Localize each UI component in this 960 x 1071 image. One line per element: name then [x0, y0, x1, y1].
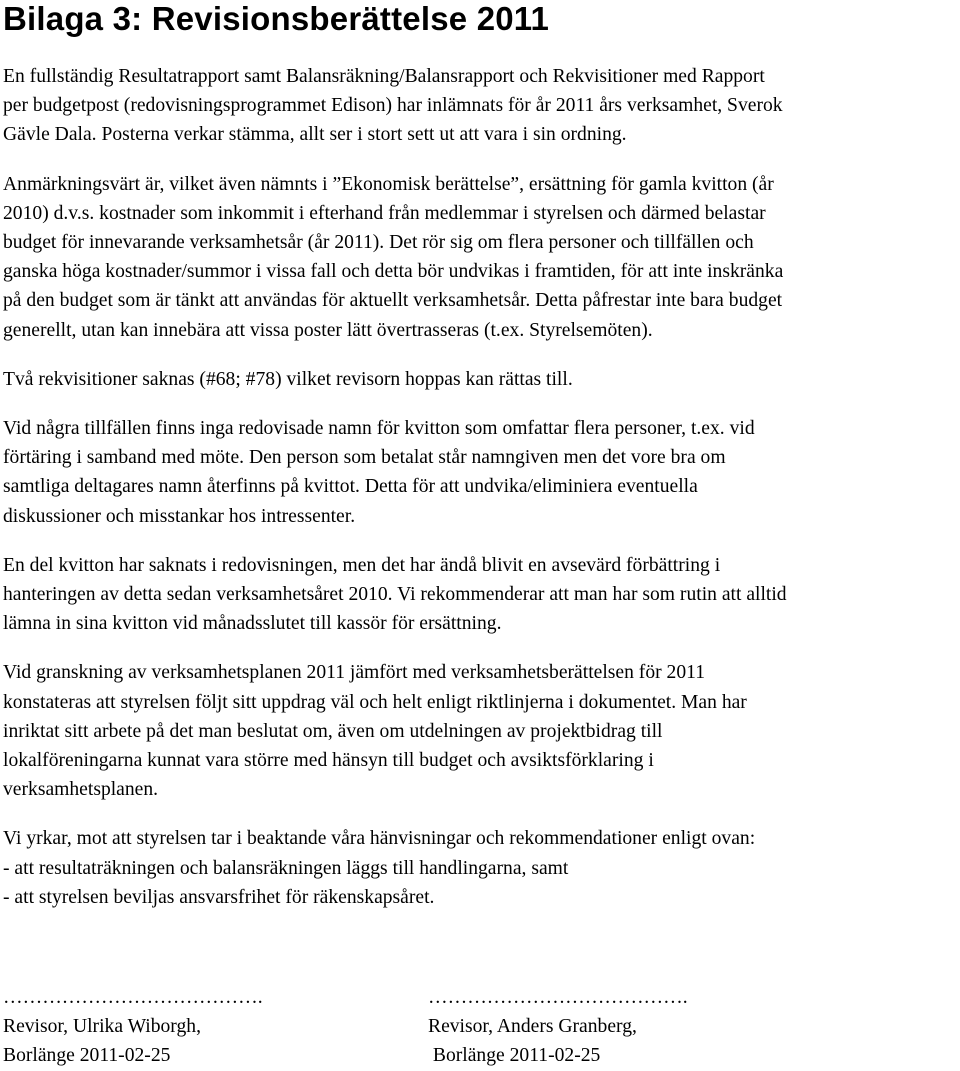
paragraph-line: - att styrelsen beviljas ansvarsfrihet för räkenskapsåret.: [3, 886, 435, 908]
paragraph: [3, 551, 960, 639]
paragraph: [3, 824, 960, 912]
paragraph-line: Anmärkningsvärt är, vilket även nämnts i ”Ekonomisk berättelse”, ersättning för gamla kvitton (år: [3, 173, 774, 195]
paragraph-line: budget för innevarande verksamhetsår (år 2011). Det rör sig om flera personer och tillfällen och: [3, 232, 754, 254]
paragraph-line: lokalföreningarna kunnat vara större med hänsyn till budget och avsiktsförklaring i: [3, 750, 654, 772]
paragraph-line: på den budget som är tänkt att användas för aktuellt verksamhetsår. Detta påfrestar inte bara budget: [3, 290, 783, 312]
paragraph-line: Vi yrkar, mot att styrelsen tar i beaktande våra hänvisningar och rekommendationer enligt ovan:: [3, 828, 756, 850]
paragraph: [3, 414, 960, 531]
signatory-name: Revisor, Ulrika Wiborgh,: [3, 1016, 201, 1038]
paragraph-line: förtäring i samband med möte. Den person som betalat står namngiven men det vore bra om: [3, 447, 726, 469]
document-title: Bilaga 3: Revisionsberättelse 2011: [3, 0, 550, 37]
paragraph: [3, 365, 960, 394]
signature-place-date: Borlänge 2011-02-25: [3, 1045, 171, 1067]
document-body: [3, 62, 960, 932]
paragraph: [3, 62, 960, 150]
paragraph-line: Två rekvisitioner saknas (#68; #78) vilket revisorn hoppas kan rättas till.: [3, 368, 573, 390]
paragraph: [3, 658, 960, 804]
paragraph-line: konstateras att styrelsen följt sitt uppdrag väl och helt enligt riktlinjerna i dokumentet. Man har: [3, 691, 747, 713]
paragraph-line: generellt, utan kan innebära att vissa poster lätt övertrasseras (t.ex. Styrelsemöten).: [3, 319, 653, 341]
paragraph-line: ganska höga kostnader/summor i vissa fall och detta bör undvikas i framtiden, för att inte inskränka: [3, 261, 784, 283]
paragraph-line: 2010) d.v.s. kostnader som inkommit i efterhand från medlemmar i styrelsen och därmed belastar: [3, 202, 766, 224]
paragraph-line: En del kvitton har saknats i redovisningen, men det har ändå blivit en avsevärd förbättring i: [3, 554, 721, 576]
paragraph-line: Vid några tillfällen finns inga redovisade namn för kvitton som omfattar flera personer, t.ex. vid: [3, 418, 755, 440]
paragraph-line: verksamhetsplanen.: [3, 779, 159, 801]
signatory-name: Revisor, Anders Granberg,: [428, 1016, 637, 1038]
paragraph-line: En fullständig Resultatrapport samt Balansräkning/Balansrapport och Rekvisitioner med Rapport: [3, 66, 765, 87]
paragraph-line: Vid granskning av verksamhetsplanen 2011 jämfört med verksamhetsberättelsen för 2011: [3, 662, 706, 684]
paragraph-line: hanteringen av detta sedan verksamhetsåret 2010. Vi rekommenderar att man har som rutin att alltid: [3, 584, 787, 606]
paragraph: [3, 170, 960, 345]
signature-line: ………………………………….: [3, 987, 263, 1008]
paragraph-line: inriktat sitt arbete på det man beslutat om, även om utdelningen av projektbidrag till: [3, 720, 663, 742]
paragraph-line: per budgetpost (redovisningsprogrammet Edison) har inlämnats för år 2011 års verksamhet, Sverok: [3, 95, 783, 117]
paragraph-line: Gävle Dala. Posterna verkar stämma, allt ser i stort sett ut att vara i sin ordning.: [3, 124, 627, 146]
signature-line: ………………………………….: [428, 987, 688, 1008]
signature-left: [3, 983, 263, 1071]
paragraph-line: diskussioner och misstankar hos intressenter.: [3, 505, 356, 527]
paragraph-line: - att resultaträkningen och balansräkningen läggs till handlingarna, samt: [3, 857, 569, 879]
paragraph-line: lämna in sina kvitton vid månadsslutet till kassör för ersättning.: [3, 613, 502, 635]
paragraph-line: samtliga deltagares namn återfinns på kvittot. Detta för att undvika/eliminiera eventuella: [3, 476, 698, 498]
signature-place-date: Borlänge 2011-02-25: [428, 1045, 601, 1067]
signature-right: [428, 983, 688, 1071]
